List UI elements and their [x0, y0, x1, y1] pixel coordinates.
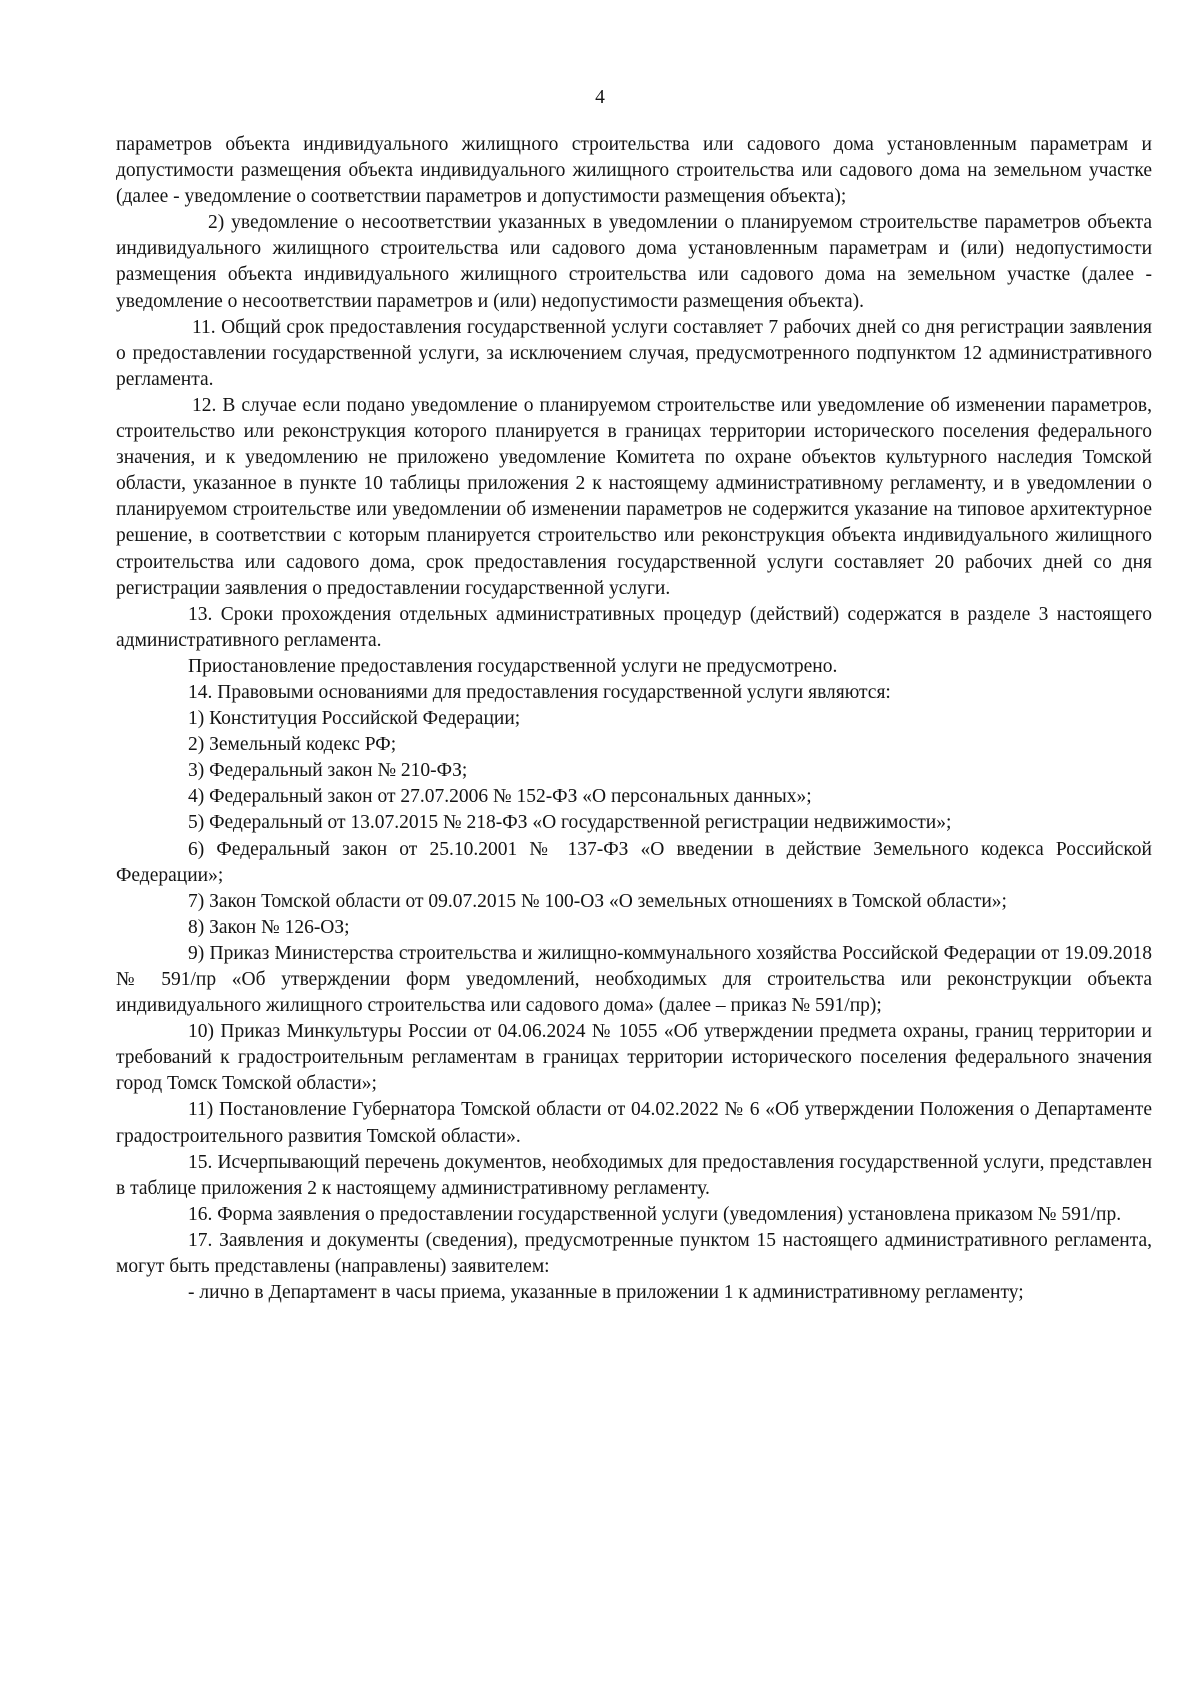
paragraph-item-2: 2) уведомление о несоответствии указанных в уведомлении о планируемом строительстве параметров объекта индивидуального жилищного строительства или садового дома установленным параметрам и (или) недопустимости размещения объекта индивидуального жилищного строительства или садового дома на земельном участке (далее - уведомление о несоответствии параметров и (или) недопустимости размещения объекта).: [116, 212, 1152, 312]
legal-basis-item: 2) Земельный кодекс РФ;: [188, 734, 397, 756]
paragraph-continuation: параметров объекта индивидуального жилищного строительства или садового дома установленным параметрам и допустимости размещения объекта индивидуального жилищного строительства или садового дома на земельном участке (далее - уведомление о соответствии параметров и допустимости размещения объекта);: [116, 134, 1152, 208]
document-body: [116, 132, 1152, 1306]
legal-basis-item: 3) Федеральный закон № 210-ФЗ;: [188, 760, 468, 782]
submission-method-item: - лично в Департамент в часы приема, указанные в приложении 1 к административному регламенту;: [188, 1282, 1024, 1304]
legal-basis-item: 8) Закон № 126-ОЗ;: [188, 916, 350, 938]
paragraph-17: 17. Заявления и документы (сведения), предусмотренные пунктом 15 настоящего административного регламента, могут быть представлены (направлены) заявителем:: [116, 1229, 1152, 1278]
paragraph-14: 14. Правовыми основаниями для предоставления государственной услуги являются:: [188, 681, 891, 703]
legal-basis-item: 9) Приказ Министерства строительства и жилищно-коммунального хозяйства Российской Федерации от 19.09.2018 № 591/пр «Об утверждении форм уведомлений, необходимых для строительства или реконструкции объекта индивидуального жилищного строительства или садового дома» (далее – приказ № 591/пр);: [116, 942, 1152, 1017]
paragraph-suspension: Приостановление предоставления государственной услуги не предусмотрено.: [188, 655, 838, 677]
paragraph-11: 11. Общий срок предоставления государственной услуги составляет 7 рабочих дней со дня регистрации заявления о предоставлении государственной услуги, за исключением случая, предусмотренного подпунктом 12 административного регламента.: [116, 316, 1152, 390]
legal-basis-item: 7) Закон Томской области от 09.07.2015 № 100-ОЗ «О земельных отношениях в Томской области»;: [188, 890, 1007, 912]
paragraph-16: 16. Форма заявления о предоставлении государственной услуги (уведомления) установлена приказом № 591/пр.: [188, 1203, 1122, 1225]
paragraph-13: 13. Сроки прохождения отдельных административных процедур (действий) содержатся в разделе 3 настоящего административного регламента.: [116, 603, 1152, 651]
paragraph-15: 15. Исчерпывающий перечень документов, необходимых для предоставления государственной услуги, представлен в таблице приложения 2 к настоящему административному регламенту.: [116, 1151, 1152, 1199]
legal-basis-item: 10) Приказ Минкультуры России от 04.06.2024 № 1055 «Об утверждении предмета охраны, границ территории и требований к градостроительным регламентам в границах территории исторического поселения федерального значения город Томск Томской области»;: [116, 1021, 1152, 1095]
legal-basis-item: 6) Федеральный закон от 25.10.2001 № 137-ФЗ «О введении в действие Земельного кодекса Российской Федерации»;: [116, 838, 1152, 886]
legal-basis-item: 4) Федеральный закон от 27.07.2006 № 152-ФЗ «О персональных данных»;: [188, 786, 812, 808]
legal-basis-item: 1) Конституция Российской Федерации;: [188, 708, 521, 730]
page-number: 4: [595, 87, 605, 108]
legal-basis-item: 11) Постановление Губернатора Томской области от 04.02.2022 № 6 «Об утверждении Положения о Департаменте градостроительного развития Томской области».: [116, 1099, 1152, 1147]
paragraph-12: 12. В случае если подано уведомление о планируемом строительстве или уведомление об изменении параметров, строительство или реконструкция которого планируется в границах территории исторического поселения федерального значения, и к уведомлению не приложено уведомление Комитета по охране объектов культурного наследия Томской области, указанное в пункте 10 таблицы приложения 2 к настоящему административному регламенту, и в уведомлении о планируемом строительстве или уведомлении об изменении параметров не содержится указание на типовое архитектурное решение, в соответствии с которым планируется строительство или реконструкция объекта индивидуального жилищного строительства или садового дома, срок предоставления государственной услуги составляет 20 рабочих дней со дня регистрации заявления о предоставлении государственной услуги.: [116, 394, 1152, 599]
legal-basis-item: 5) Федеральный от 13.07.2015 № 218-ФЗ «О государственной регистрации недвижимости»;: [188, 812, 952, 834]
